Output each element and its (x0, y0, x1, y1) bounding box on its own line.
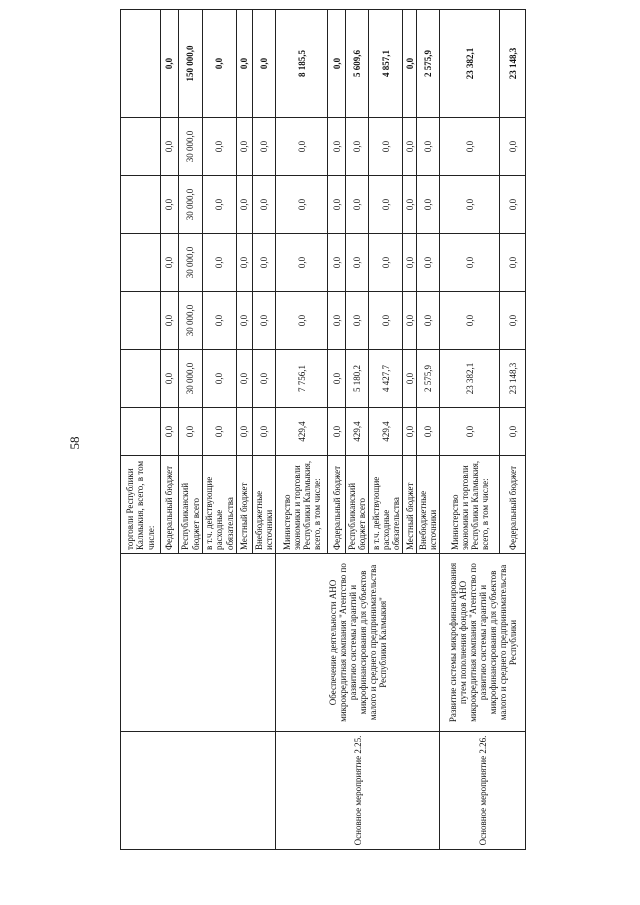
table-row (121, 10, 161, 850)
funding-source-cell: Министерство экономики и торговли Республики Калмыкия, всего, в том числе: (440, 456, 500, 554)
year-value-cell: 2 575,9 (417, 350, 440, 408)
measure-name-cell: Обеспечение деятельности АНО микрокредитная компания "Агентство по развитию системы гарантий и микрофинансирования для субъектов малого и среднего предпринимательства Республики Калмыкия" (276, 554, 440, 732)
year-value-cell: 30 000,0 (179, 292, 203, 350)
year-value-cell: 0,0 (203, 350, 237, 408)
year-value-cell (121, 350, 161, 408)
year-value-cell: 30 000,0 (179, 234, 203, 292)
total-cell: 0,0 (328, 10, 346, 118)
year-value-cell: 0,0 (440, 118, 500, 176)
year-value-cell: 7 756,1 (276, 350, 328, 408)
year-value-cell: 0,0 (161, 292, 179, 350)
year-value-cell: 30 000,0 (179, 118, 203, 176)
budget-table (120, 9, 526, 850)
funding-source-cell: в т.ч. действующие расходные обязательства (203, 456, 237, 554)
table-row (276, 10, 328, 850)
total-cell: 23 148,3 (500, 10, 526, 118)
year-value-cell: 0,0 (253, 350, 276, 408)
year-value-cell: 0,0 (276, 234, 328, 292)
year-value-cell: 0,0 (369, 292, 403, 350)
year-value-cell: 0,0 (276, 292, 328, 350)
year-value-cell: 23 148,3 (500, 350, 526, 408)
year-value-cell: 0,0 (403, 408, 417, 456)
total-cell: 2 575,9 (417, 10, 440, 118)
year-value-cell: 4 427,7 (369, 350, 403, 408)
year-value-cell: 0,0 (276, 118, 328, 176)
year-value-cell: 0,0 (237, 350, 253, 408)
year-value-cell: 0,0 (328, 408, 346, 456)
year-value-cell: 0,0 (403, 234, 417, 292)
funding-source-cell: Местный бюджет (237, 456, 253, 554)
measure-name-cell: Развитие системы микрофинансирования путем пополнения фондов АНО микрокредитная компания "Агентство по развитию системы гарантий и микрофинансирования для субъектов малого и среднего предпринимательства Республики (440, 554, 526, 732)
year-value-cell (121, 234, 161, 292)
year-value-cell: 0,0 (500, 118, 526, 176)
year-value-cell: 0,0 (417, 408, 440, 456)
year-value-cell: 0,0 (253, 292, 276, 350)
year-value-cell: 0,0 (161, 176, 179, 234)
year-value-cell: 0,0 (369, 118, 403, 176)
year-value-cell: 0,0 (161, 408, 179, 456)
year-value-cell: 0,0 (403, 350, 417, 408)
rotated-table (120, 10, 640, 850)
year-value-cell: 0,0 (417, 292, 440, 350)
funding-source-cell: Министерство экономики и торговли Республики Калмыкия, всего, в том числе: (276, 456, 328, 554)
year-value-cell: 429,4 (369, 408, 403, 456)
year-value-cell: 0,0 (237, 176, 253, 234)
year-value-cell: 0,0 (328, 292, 346, 350)
year-value-cell: 5 180,2 (346, 350, 369, 408)
year-value-cell: 0,0 (417, 118, 440, 176)
total-cell: 150 000,0 (179, 10, 203, 118)
budget-table-container (120, 10, 640, 850)
year-value-cell: 0,0 (161, 118, 179, 176)
year-value-cell: 0,0 (403, 176, 417, 234)
year-value-cell: 0,0 (369, 234, 403, 292)
year-value-cell: 0,0 (440, 176, 500, 234)
year-value-cell: 0,0 (161, 234, 179, 292)
total-cell: 0,0 (253, 10, 276, 118)
total-cell: 0,0 (203, 10, 237, 118)
measure-code-cell (121, 732, 276, 850)
year-value-cell: 0,0 (203, 408, 237, 456)
year-value-cell: 0,0 (203, 118, 237, 176)
funding-source-cell: Федеральный бюджет (161, 456, 179, 554)
year-value-cell: 0,0 (179, 408, 203, 456)
year-value-cell: 30 000,0 (179, 350, 203, 408)
year-value-cell: 0,0 (500, 292, 526, 350)
year-value-cell: 0,0 (440, 234, 500, 292)
year-value-cell: 0,0 (346, 234, 369, 292)
year-value-cell: 23 382,1 (440, 350, 500, 408)
year-value-cell (121, 408, 161, 456)
year-value-cell: 0,0 (237, 234, 253, 292)
total-cell: 0,0 (403, 10, 417, 118)
year-value-cell: 0,0 (328, 176, 346, 234)
year-value-cell (121, 118, 161, 176)
funding-source-cell: Республиканский бюджет всего (179, 456, 203, 554)
year-value-cell: 0,0 (237, 408, 253, 456)
year-value-cell: 0,0 (253, 176, 276, 234)
year-value-cell: 0,0 (500, 408, 526, 456)
year-value-cell: 0,0 (161, 350, 179, 408)
year-value-cell: 0,0 (237, 118, 253, 176)
measure-code-cell: Основное мероприятие 2.26. (440, 732, 526, 850)
year-value-cell: 0,0 (203, 292, 237, 350)
page-number: 58 (67, 436, 82, 450)
total-cell: 8 185,5 (276, 10, 328, 118)
year-value-cell: 0,0 (253, 234, 276, 292)
year-value-cell: 0,0 (346, 176, 369, 234)
year-value-cell: 0,0 (403, 292, 417, 350)
year-value-cell: 0,0 (276, 176, 328, 234)
total-cell: 5 609,6 (346, 10, 369, 118)
funding-source-cell: Внебюджетные источники (417, 456, 440, 554)
year-value-cell: 0,0 (237, 292, 253, 350)
year-value-cell: 0,0 (203, 234, 237, 292)
year-value-cell: 0,0 (369, 176, 403, 234)
year-value-cell: 0,0 (203, 176, 237, 234)
year-value-cell (121, 176, 161, 234)
total-cell: 4 857,1 (369, 10, 403, 118)
year-value-cell: 0,0 (440, 408, 500, 456)
year-value-cell: 429,4 (346, 408, 369, 456)
year-value-cell: 0,0 (328, 118, 346, 176)
year-value-cell: 0,0 (417, 234, 440, 292)
year-value-cell: 0,0 (328, 234, 346, 292)
year-value-cell: 429,4 (276, 408, 328, 456)
year-value-cell: 0,0 (417, 176, 440, 234)
year-value-cell: 0,0 (328, 350, 346, 408)
year-value-cell (121, 292, 161, 350)
table-row (440, 10, 500, 850)
year-value-cell: 0,0 (403, 118, 417, 176)
funding-source-cell: Федеральный бюджет (328, 456, 346, 554)
total-cell (121, 10, 161, 118)
measure-name-cell (121, 554, 276, 732)
total-cell: 0,0 (161, 10, 179, 118)
year-value-cell: 0,0 (346, 118, 369, 176)
funding-source-cell: Республиканский бюджет всего (346, 456, 369, 554)
year-value-cell: 0,0 (253, 408, 276, 456)
measure-code-cell: Основное мероприятие 2.25. (276, 732, 440, 850)
year-value-cell: 30 000,0 (179, 176, 203, 234)
year-value-cell: 0,0 (440, 292, 500, 350)
funding-source-cell: Федеральный бюджет (500, 456, 526, 554)
year-value-cell: 0,0 (500, 234, 526, 292)
year-value-cell: 0,0 (500, 176, 526, 234)
year-value-cell: 0,0 (253, 118, 276, 176)
funding-source-cell: в т.ч. действующие расходные обязательства (369, 456, 403, 554)
total-cell: 23 382,1 (440, 10, 500, 118)
funding-source-cell: Внебюджетные источники (253, 456, 276, 554)
funding-source-cell: торговли Республики Калмыкия, всего, в том числе: (121, 456, 161, 554)
year-value-cell: 0,0 (346, 292, 369, 350)
total-cell: 0,0 (237, 10, 253, 118)
funding-source-cell: Местный бюджет (403, 456, 417, 554)
